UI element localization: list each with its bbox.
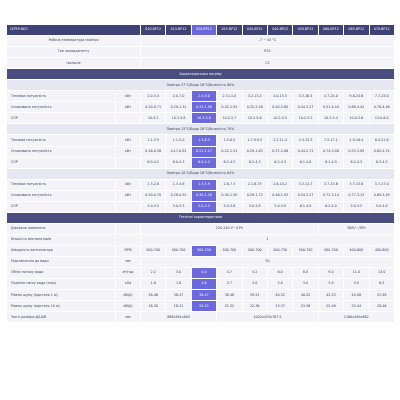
value-cell: 500-700 bbox=[141, 245, 166, 256]
data-row bbox=[7, 135, 395, 146]
value-cell: 10.2-5.5 bbox=[267, 113, 292, 124]
value-cell: 0.21-1.17 bbox=[191, 146, 216, 157]
value-cell: 1.7-9.9.5 bbox=[242, 135, 267, 146]
condition-row bbox=[7, 124, 395, 135]
data-row bbox=[7, 234, 395, 245]
value-cell: 4.4-13.5 bbox=[293, 135, 318, 146]
value-cell: 3.2-13.2 bbox=[242, 91, 267, 102]
value-cell: 0.30-1.50 bbox=[217, 190, 242, 201]
value-cell: 1.5-8.5 bbox=[217, 135, 242, 146]
value-cell: 5.7-17.0 bbox=[369, 179, 394, 190]
value-cell: 500-750 bbox=[267, 245, 292, 256]
row-label: Теплова потужність bbox=[7, 91, 116, 102]
model-header: 020-BP12 bbox=[191, 25, 216, 36]
value-cell: 0.55-3.09 bbox=[344, 146, 369, 157]
value-cell: 3.0 bbox=[267, 279, 292, 290]
row-unit: кВт bbox=[116, 179, 141, 190]
value-cell: 18-31 bbox=[166, 301, 191, 312]
value-cell: 500-700 bbox=[217, 245, 242, 256]
value-cell: 2.6-10.2 bbox=[267, 179, 292, 190]
row-unit: кПа bbox=[116, 279, 141, 290]
data-row bbox=[7, 190, 395, 201]
value-cell: 3.0 bbox=[166, 268, 191, 279]
value-cell: 500-700 bbox=[191, 245, 216, 256]
model-header: 025-BP12 bbox=[217, 25, 242, 36]
value-cell: 4.0-15.5 bbox=[267, 91, 292, 102]
row-label: Теплова потужність bbox=[7, 135, 116, 146]
value-cell: 2.1-8.75 bbox=[242, 179, 267, 190]
spec-table-body bbox=[7, 25, 395, 323]
value-cell: 0.30-1.26 bbox=[191, 190, 216, 201]
value-cell: 0.54-2.27 bbox=[293, 190, 318, 201]
row-value: 1 bbox=[141, 234, 395, 245]
value-cell: 5.2 bbox=[242, 268, 267, 279]
value-cell: 2.7 bbox=[217, 279, 242, 290]
value-cell: 40-52 bbox=[267, 290, 292, 301]
value-cell: 0.32-2.26 bbox=[242, 102, 267, 113]
model-header: 065-BP12 bbox=[344, 25, 369, 36]
value-cell: 5.0 bbox=[344, 279, 369, 290]
value-cell: 2.0-7.0 bbox=[166, 91, 191, 102]
data-row bbox=[7, 290, 395, 301]
value-cell: 3.3-11.7 bbox=[293, 179, 318, 190]
value-cell: 9.0 bbox=[318, 268, 343, 279]
value-cell: 28-46 bbox=[369, 301, 394, 312]
row-unit: RPM bbox=[116, 245, 141, 256]
value-cell: 23-36 bbox=[293, 301, 318, 312]
value-cell: 5.0-3.5 bbox=[344, 201, 369, 212]
value-cell: 20-32 bbox=[191, 301, 216, 312]
model-header: 060-BP12 bbox=[318, 25, 343, 36]
row-unit: кВт bbox=[116, 146, 141, 157]
value-cell: 6.0-4.3 bbox=[166, 157, 191, 168]
value-cell: 6.1-4.8 bbox=[293, 157, 318, 168]
value-cell: 0.30-0.70 bbox=[141, 190, 166, 201]
value-cell: 400-800 bbox=[344, 245, 369, 256]
row-unit bbox=[116, 234, 141, 245]
row-unit bbox=[116, 201, 141, 212]
value-cell: 10-5.2 bbox=[141, 113, 166, 124]
value-cell: 0.44-3.27 bbox=[293, 102, 318, 113]
value-cell: 0.20-0.71 bbox=[141, 102, 166, 113]
value-cell: 10.0-5.6 bbox=[344, 113, 369, 124]
row-label: Споживана потужність bbox=[7, 190, 116, 201]
value-cell: 8.0 bbox=[293, 268, 318, 279]
value-cell: 5.0-3.8 bbox=[242, 201, 267, 212]
value-cell: 23-37 bbox=[267, 301, 292, 312]
value-cell: 25-46 bbox=[318, 301, 343, 312]
row-value: 50 bbox=[141, 256, 395, 267]
value-cell: 4.3-18.4 bbox=[293, 91, 318, 102]
value-cell: 0.85-4.74 bbox=[369, 146, 394, 157]
value-cell: 0.17-0.81 bbox=[166, 146, 191, 157]
value-cell: 1.3-2.6 bbox=[141, 179, 166, 190]
row-value: C2 bbox=[141, 58, 395, 69]
value-cell: 0.20-1.31 bbox=[166, 102, 191, 113]
condition-title: Повітря 15°C/Вода 26°C/Вологість 70% bbox=[7, 124, 395, 135]
data-row bbox=[7, 279, 395, 290]
row-value: 1002x453x767.5 bbox=[217, 312, 319, 323]
section-band bbox=[7, 69, 395, 80]
condition-title: Повітря 27°C/Вода 26°C/Вологість 80% bbox=[7, 80, 395, 91]
row-label: Споживана потужність bbox=[7, 102, 116, 113]
value-cell: 1.3-5.9 bbox=[191, 179, 216, 190]
row-label: Рівень шуму (відстань 10 м) bbox=[7, 301, 116, 312]
data-row bbox=[7, 312, 395, 323]
value-cell: 500-700 bbox=[318, 245, 343, 256]
value-cell: 38-47 bbox=[166, 290, 191, 301]
value-cell: 5.0-3.5 bbox=[166, 201, 191, 212]
value-cell: 0.69-3.49 bbox=[369, 190, 394, 201]
row-unit: мм bbox=[116, 312, 141, 323]
value-cell: 4.7-24.0 bbox=[318, 91, 343, 102]
general-row bbox=[7, 47, 395, 58]
row-label: Споживана потужність bbox=[7, 146, 116, 157]
data-row bbox=[7, 301, 395, 312]
value-cell: 6.2-4.3 bbox=[242, 157, 267, 168]
row-unit: dB(A) bbox=[116, 290, 141, 301]
value-cell: 11.0 bbox=[344, 268, 369, 279]
row-unit: кВт bbox=[116, 91, 141, 102]
value-cell: 2.8 bbox=[191, 279, 216, 290]
value-cell: 0.16-0.58 bbox=[141, 146, 166, 157]
value-cell: 6.2-4.3 bbox=[217, 157, 242, 168]
value-cell: 0.72-3.14 bbox=[318, 190, 343, 201]
value-cell: 7.7-25.0 bbox=[369, 91, 394, 102]
row-unit: кВт bbox=[116, 135, 141, 146]
value-cell: 0.88-4.42 bbox=[344, 102, 369, 113]
value-cell: 13.0-6.0 bbox=[369, 113, 394, 124]
value-cell: 2.9-16.4 bbox=[344, 135, 369, 146]
value-cell: 10.3-5.8 bbox=[166, 113, 191, 124]
value-cell: 7.2-17.1 bbox=[318, 135, 343, 146]
section-title: Характеристики нагріву bbox=[7, 69, 395, 80]
value-cell: 4.7 bbox=[217, 268, 242, 279]
value-cell: 38-46 bbox=[141, 290, 166, 301]
value-cell: 2.0-3.4 bbox=[141, 91, 166, 102]
row-label: Об'єм потоку води bbox=[7, 268, 116, 279]
value-cell: 4.0 bbox=[191, 268, 216, 279]
data-row bbox=[7, 146, 395, 157]
condition-title: Повітря 10°C/Вода 26°C/Вологість 64% bbox=[7, 168, 395, 179]
value-cell: 6.5 bbox=[369, 279, 394, 290]
value-cell: 6.0-4.2 bbox=[191, 157, 216, 168]
value-cell: 0.25-1.58 bbox=[191, 102, 216, 113]
value-cell: 500-700 bbox=[242, 245, 267, 256]
row-label: Джерело живлення bbox=[7, 223, 116, 234]
value-cell: 6.0 bbox=[267, 268, 292, 279]
value-cell: 6.3-4.5 bbox=[369, 157, 394, 168]
value-cell: 6.2-4.3 bbox=[267, 157, 292, 168]
value-cell: 10.2-5.4 bbox=[318, 113, 343, 124]
data-row bbox=[7, 102, 395, 113]
value-cell: 500-750 bbox=[293, 245, 318, 256]
value-cell: 1.8 bbox=[141, 279, 166, 290]
row-label: Рівень шуму (відстань 1 м) bbox=[7, 290, 116, 301]
data-row bbox=[7, 157, 395, 168]
row-unit: dB(A) bbox=[116, 301, 141, 312]
value-cell: 5.0-3.5 bbox=[191, 201, 216, 212]
data-row bbox=[7, 201, 395, 212]
value-cell: 2.4-9.0 bbox=[191, 91, 216, 102]
value-cell: 25-44 bbox=[344, 301, 369, 312]
row-label: Кількість вентиляторів bbox=[7, 234, 116, 245]
value-cell: 400-800 bbox=[369, 245, 394, 256]
value-cell: 22-36 bbox=[242, 301, 267, 312]
row-label: Теплова потужність bbox=[7, 179, 116, 190]
data-row bbox=[7, 268, 395, 279]
value-cell: 0.46-1.93 bbox=[267, 190, 292, 201]
value-cell: 2.3-11.0 bbox=[217, 91, 242, 102]
spec-table bbox=[6, 24, 395, 323]
value-cell: 10.2-5.5 bbox=[293, 113, 318, 124]
value-cell: 6.2-4.3 bbox=[344, 157, 369, 168]
value-cell: 10.3-5.8 bbox=[191, 113, 216, 124]
section-title: Технічні характеристики bbox=[7, 212, 395, 223]
value-cell: 0.28-0.91 bbox=[166, 190, 191, 201]
row-label: COP bbox=[7, 157, 116, 168]
value-cell: 6.4-21.8 bbox=[369, 135, 394, 146]
value-cell: 10.2-5.7 bbox=[217, 113, 242, 124]
model-header: 030-BP12 bbox=[242, 25, 267, 36]
data-row bbox=[7, 223, 395, 234]
value-cell: 3.0 bbox=[293, 279, 318, 290]
row-unit bbox=[116, 113, 141, 124]
value-cell: 3.7-15.6 bbox=[344, 179, 369, 190]
value-cell: 0.25-1.92 bbox=[217, 102, 242, 113]
value-cell: 10.2-5.6 bbox=[242, 113, 267, 124]
data-row bbox=[7, 179, 395, 190]
row-value: 1160x490x862 bbox=[318, 312, 394, 323]
value-cell: 47-58 bbox=[369, 290, 394, 301]
value-cell: 0.25-1.31 bbox=[217, 146, 242, 157]
row-label: COP bbox=[7, 201, 116, 212]
row-label: Ізоляція bbox=[7, 58, 141, 69]
value-cell: 1.3-6.5 bbox=[191, 135, 216, 146]
value-cell: 0.78-4.46 bbox=[369, 102, 394, 113]
value-cell: 0.51-4.44 bbox=[318, 102, 343, 113]
value-cell: 6.1-4.0 bbox=[293, 201, 318, 212]
value-cell: 9.8-24.6 bbox=[344, 91, 369, 102]
value-cell: 1.1-5.0 bbox=[166, 135, 191, 146]
row-value: 888x361x605 bbox=[141, 312, 217, 323]
value-cell: 44-58 bbox=[344, 290, 369, 301]
value-cell: 6.0-4.2 bbox=[141, 157, 166, 168]
row-value: -7 ~ 43 °C bbox=[141, 36, 395, 47]
row-unit: кВт bbox=[116, 190, 141, 201]
value-cell: 5.0-4.8 bbox=[369, 201, 394, 212]
value-cell: 40-52 bbox=[293, 290, 318, 301]
value-cell: 6.1-4.9 bbox=[318, 157, 343, 168]
section-band bbox=[7, 212, 395, 223]
value-cell: 0.37-2.06 bbox=[267, 146, 292, 157]
row-label: Швидкість вентилятора bbox=[7, 245, 116, 256]
general-row bbox=[7, 58, 395, 69]
value-cell: 3.0 bbox=[318, 279, 343, 290]
row-label: Робоча температура повітря bbox=[7, 36, 141, 47]
row-label: COP bbox=[7, 113, 116, 124]
series-title: СЕРІЯ NEO bbox=[7, 25, 141, 36]
value-cell: 22-32 bbox=[217, 301, 242, 312]
value-cell: 0.77-3.13 bbox=[344, 190, 369, 201]
value-cell: 13.0 bbox=[369, 268, 394, 279]
model-header: 070-BP12 bbox=[369, 25, 394, 36]
data-row bbox=[7, 113, 395, 124]
condition-row bbox=[7, 168, 395, 179]
row-unit bbox=[116, 157, 141, 168]
condition-row bbox=[7, 80, 395, 91]
row-value: R32 bbox=[141, 47, 395, 58]
row-value: 380V~/3Ph bbox=[318, 223, 394, 234]
row-label: Чисті розміри Д/Ш/В bbox=[7, 312, 116, 323]
value-cell: 0.74-3.48 bbox=[318, 146, 343, 157]
value-cell: 38-48 bbox=[217, 290, 242, 301]
general-row bbox=[7, 36, 395, 47]
row-unit: м³/год bbox=[116, 268, 141, 279]
value-cell: 42-53 bbox=[318, 290, 343, 301]
row-label: Тип холодоагенту bbox=[7, 47, 141, 58]
row-label: Підключення до води bbox=[7, 256, 116, 267]
value-cell: 1.3-4.6 bbox=[166, 179, 191, 190]
value-cell: 2.2-11.4 bbox=[267, 135, 292, 146]
value-cell: 3.0 bbox=[242, 279, 267, 290]
row-unit: мм bbox=[116, 256, 141, 267]
header-row bbox=[7, 25, 395, 36]
value-cell: 6.2-4.0 bbox=[318, 201, 343, 212]
row-value: 220-240 V~/1Ph bbox=[141, 223, 319, 234]
value-cell: 0.29-1.72 bbox=[242, 190, 267, 201]
value-cell: 5.0-3.5 bbox=[141, 201, 166, 212]
data-row bbox=[7, 91, 395, 102]
value-cell: 1.8 bbox=[166, 279, 191, 290]
value-cell: 39-51 bbox=[242, 290, 267, 301]
model-header: 015-BP12 bbox=[166, 25, 191, 36]
value-cell: 2.2 bbox=[141, 268, 166, 279]
value-cell: 0.29-1.63 bbox=[242, 146, 267, 157]
model-header: 050-BP12 bbox=[293, 25, 318, 36]
row-label: Падіння тиску води (max) bbox=[7, 279, 116, 290]
row-unit bbox=[116, 223, 141, 234]
value-cell: 3.7-15.6 bbox=[318, 179, 343, 190]
value-cell: 1.6-7.3 bbox=[217, 179, 242, 190]
model-header: 040-BP12 bbox=[267, 25, 292, 36]
model-header: 010-BP12 bbox=[141, 25, 166, 36]
data-row bbox=[7, 256, 395, 267]
value-cell: 1.1-3.9 bbox=[141, 135, 166, 146]
value-cell: 5.0-3.8 bbox=[217, 201, 242, 212]
value-cell: 500-700 bbox=[166, 245, 191, 256]
value-cell: 0.44-2.71 bbox=[293, 146, 318, 157]
value-cell: 38-47 bbox=[191, 290, 216, 301]
value-cell: 0.40-2.80 bbox=[267, 102, 292, 113]
row-unit: кВт bbox=[116, 102, 141, 113]
value-cell: 18-30 bbox=[141, 301, 166, 312]
value-cell: 5.0-3.9 bbox=[267, 201, 292, 212]
data-row bbox=[7, 245, 395, 256]
